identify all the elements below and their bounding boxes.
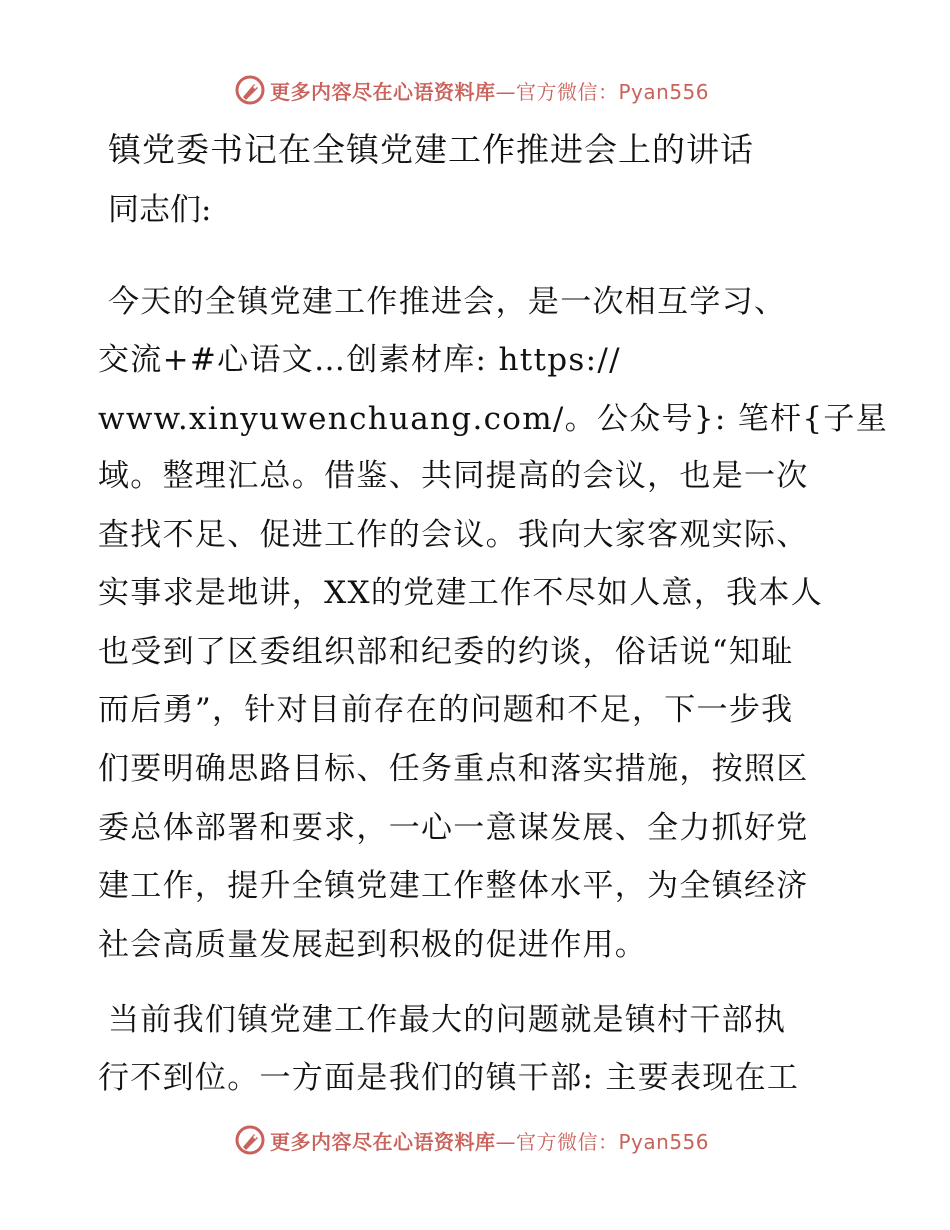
paragraph-line: 当前我们镇党建工作最大的问题就是镇村干部执 xyxy=(108,1002,787,1038)
salutation: 同志们: xyxy=(108,192,212,228)
watermark-text: 更多内容尽在心语资料库—官方微信：Pyan556 xyxy=(270,1129,710,1154)
paragraph-line: 查找不足、促进工作的会议。我向大家客观实际、 xyxy=(98,517,809,553)
pen-nib-logo-icon xyxy=(234,74,266,106)
watermark-banner-top xyxy=(234,70,709,110)
paragraph-line: 也受到了区委组织部和纪委的约谈，俗话说“知耻 xyxy=(98,634,794,670)
paragraph-line: 交流+#心语文…创素材库: https:// xyxy=(98,342,621,378)
paragraph-line: 委总体部署和要求，一心一意谋发展、全力抓好党 xyxy=(98,810,809,846)
paragraph-line: 社会高质量发展起到积极的促进作用。 xyxy=(98,927,648,963)
watermark-text: 更多内容尽在心语资料库—官方微信：Pyan556 xyxy=(270,79,710,104)
paragraph-line: 们要明确思路目标、任务重点和落实措施，按照区 xyxy=(98,751,809,787)
watermark-banner-bottom xyxy=(234,1120,709,1160)
paragraph-line: 而后勇”，针对目前存在的问题和不足，下一步我 xyxy=(98,692,794,728)
paragraph-line: 实事求是地讲，XX的党建工作不尽如人意，我本人 xyxy=(98,575,824,611)
pen-nib-logo-icon xyxy=(234,1124,266,1156)
paragraph-line: 今天的全镇党建工作推进会，是一次相互学习、 xyxy=(108,284,787,320)
paragraph-line: 行不到位。一方面是我们的镇干部: 主要表现在工 xyxy=(98,1060,800,1096)
paragraph-line: 域。整理汇总。借鉴、共同提高的会议，也是一次 xyxy=(98,458,809,494)
paragraph-line: www.xinyuwenchuang.com/。公众号}: 笔杆{子星 xyxy=(98,401,889,437)
document-title: 镇党委书记在全镇党建工作推进会上的讲话 xyxy=(108,130,754,169)
paragraph-line: 建工作，提升全镇党建工作整体水平，为全镇经济 xyxy=(98,868,809,904)
